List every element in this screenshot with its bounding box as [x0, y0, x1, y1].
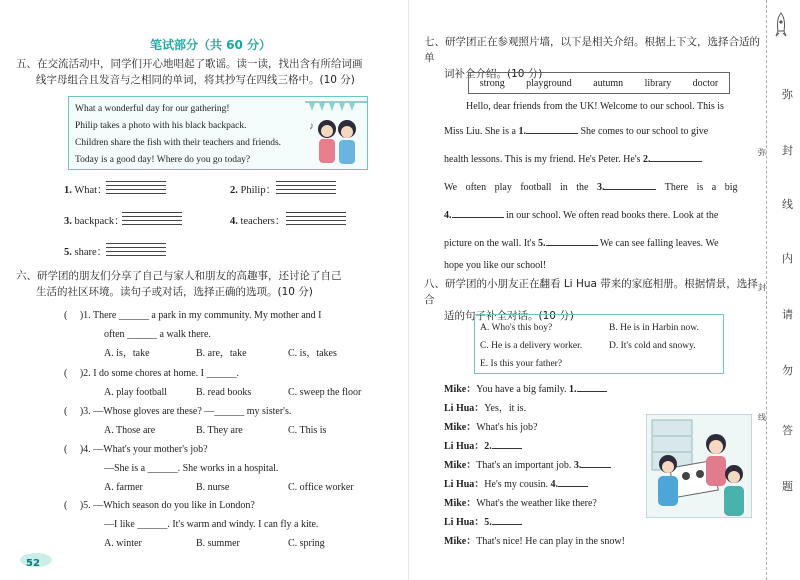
dialog-line: Mike：What's the weather like there?	[444, 498, 597, 509]
q6-item-1: ( )1. There ______ a park in my community. My mother and I often ______ a walk there. A. is，take B. are，take C. is，takes	[64, 306, 394, 363]
option[interactable]: C. sweep the floor	[288, 387, 362, 398]
margin-char: 题	[782, 480, 793, 493]
q6-heading: 六、研学团的朋友们分享了自己与家人和朋友的高趣事，还讨论了自己 生活的社区环境。读句子或对话，选择正确的选项。(10 分)	[16, 270, 342, 298]
section-title: 笔试部分（共 60 分）	[150, 38, 272, 52]
rocket-icon	[774, 12, 788, 38]
option: E. Is this your father?	[480, 359, 563, 369]
dialog-blank-2[interactable]	[492, 439, 522, 449]
margin-char-small: 线	[758, 413, 766, 422]
dialog-line: Mike：You have a big family. 1.	[444, 380, 664, 399]
q8-dialog	[444, 380, 664, 551]
q6-item-2: ( )2. I do some chores at home. I ______. A. play football B. read books C. sweep the floor	[64, 364, 394, 402]
poem-line: Today is a good day! Where do you go today?	[75, 155, 251, 165]
margin-char-small: 弥	[758, 148, 766, 157]
margin-char: 答	[782, 424, 793, 437]
q8-heading: 八、研学团的小朋友正在翻看 Li Hua 带来的家庭相册。根据情景，选择合 适的句子补全对话。(10 分)	[424, 278, 758, 322]
q6-item-4: ( )4. —What's your mother's job? —She is a ______. She works in a hospital. A. farmer B. nurse C. office worker	[64, 440, 394, 497]
option[interactable]: C. This is	[288, 425, 327, 436]
margin-char: 请	[782, 308, 793, 321]
option[interactable]: B. nurse	[196, 482, 230, 493]
word-bank-item: doctor	[692, 77, 719, 89]
word-bank-item: strong	[479, 77, 505, 89]
poem-box	[68, 96, 368, 170]
option[interactable]: A. play football	[104, 387, 168, 398]
four-line-grid[interactable]	[106, 178, 166, 194]
option: D. It's cold and snowy.	[609, 341, 696, 351]
dialog-line: Li Hua：Yes，it is.	[444, 403, 527, 414]
poem-line: What a wonderful day for our gathering!	[75, 104, 230, 114]
word-bank-item: autumn	[593, 77, 624, 89]
q7-heading: 七、研学团正在参观照片墙，以下是相关介绍。根据上下文，选择合适的单 词补全介绍。(10 分)	[424, 36, 760, 80]
option[interactable]: C. spring	[288, 538, 325, 549]
page-number: 52	[18, 552, 32, 570]
dialog-line: Li Hua：2.	[444, 437, 664, 456]
dialog-blank-3[interactable]	[581, 458, 611, 468]
four-line-grid[interactable]	[286, 209, 346, 225]
dialog-line: Mike：That's nice! He can play in the snow!	[444, 536, 625, 547]
children-illustration	[305, 99, 367, 169]
option[interactable]: B. summer	[196, 538, 240, 549]
word-bank-item: library	[644, 77, 672, 89]
answer-blank-2[interactable]	[650, 152, 702, 162]
option: C. He is a delivery worker.	[480, 341, 583, 351]
four-line-grid[interactable]	[122, 209, 182, 225]
q5-item-2: 2. Philip：	[230, 185, 277, 196]
option[interactable]: C. is，takes	[288, 348, 337, 359]
poem-line: Children share the fish with their teachers and friends.	[75, 138, 282, 148]
q5-item-1: 1. What：	[64, 185, 108, 196]
q6-item-5: ( )5. —Which season do you like in London? —I like ______. It's warm and windy. I can fly a kite. A. winter B. summer C. spring	[64, 496, 394, 553]
option[interactable]: B. are，take	[196, 348, 247, 359]
page-divider	[408, 0, 409, 580]
margin-char: 内	[782, 252, 793, 265]
option[interactable]: A. farmer	[104, 482, 143, 493]
option[interactable]: A. is，take	[104, 348, 150, 359]
q5-heading: 五、在交流活动中，同学们开心地唱起了歌谣。读一读，找出含有所给词画 线字母组合且发音与之相同的单词，将其抄写在四线三格中。(10 分)	[16, 58, 363, 86]
option[interactable]: A. winter	[104, 538, 142, 549]
margin-char-small: 封	[758, 283, 766, 292]
margin-char: 勿	[782, 364, 793, 377]
option[interactable]: B. They are	[196, 425, 243, 436]
option[interactable]: B. read books	[196, 387, 252, 398]
svg-text:♪: ♪	[309, 121, 314, 132]
dialog-line: Mike：That's an important job. 3.	[444, 456, 664, 475]
option[interactable]: A. Those are	[104, 425, 156, 436]
q5-item-5: 5. share：	[64, 247, 108, 258]
q6-item-3: ( )3. —Whose gloves are these? —______ my sister's. A. Those are B. They are C. This is	[64, 402, 394, 440]
margin-char: 线	[782, 198, 793, 211]
q5-item-4: 4. teachers：	[230, 216, 286, 227]
dialog-blank-4[interactable]	[558, 477, 588, 487]
answer-blank-4[interactable]	[452, 208, 504, 218]
word-bank-item: playground	[526, 77, 572, 89]
option[interactable]: C. office worker	[288, 482, 354, 493]
option: B. He is in Harbin now.	[609, 323, 699, 333]
dialog-blank-1[interactable]	[577, 382, 607, 392]
word-bank	[468, 72, 730, 94]
option: A. Who's this boy?	[480, 323, 553, 333]
margin-char: 弥	[782, 88, 793, 101]
q8-options-box	[474, 314, 724, 374]
poem-line: Philip takes a photo with his black backpack.	[75, 121, 247, 131]
answer-blank-1[interactable]	[526, 124, 578, 134]
four-line-grid[interactable]	[106, 240, 166, 256]
dialog-blank-5[interactable]	[492, 515, 522, 525]
photo-album-illustration	[646, 414, 752, 518]
binding-line	[766, 0, 767, 580]
q5-item-3: 3. backpack：	[64, 216, 125, 227]
answer-blank-5[interactable]	[546, 236, 598, 246]
dialog-line: Li Hua：He's my cousin. 4.	[444, 475, 664, 494]
margin-char: 封	[782, 144, 793, 157]
answer-blank-3[interactable]	[604, 180, 656, 190]
four-line-grid[interactable]	[276, 178, 336, 194]
dialog-line: Li Hua：5.	[444, 513, 664, 532]
dialog-line: Mike：What's his job?	[444, 422, 538, 433]
